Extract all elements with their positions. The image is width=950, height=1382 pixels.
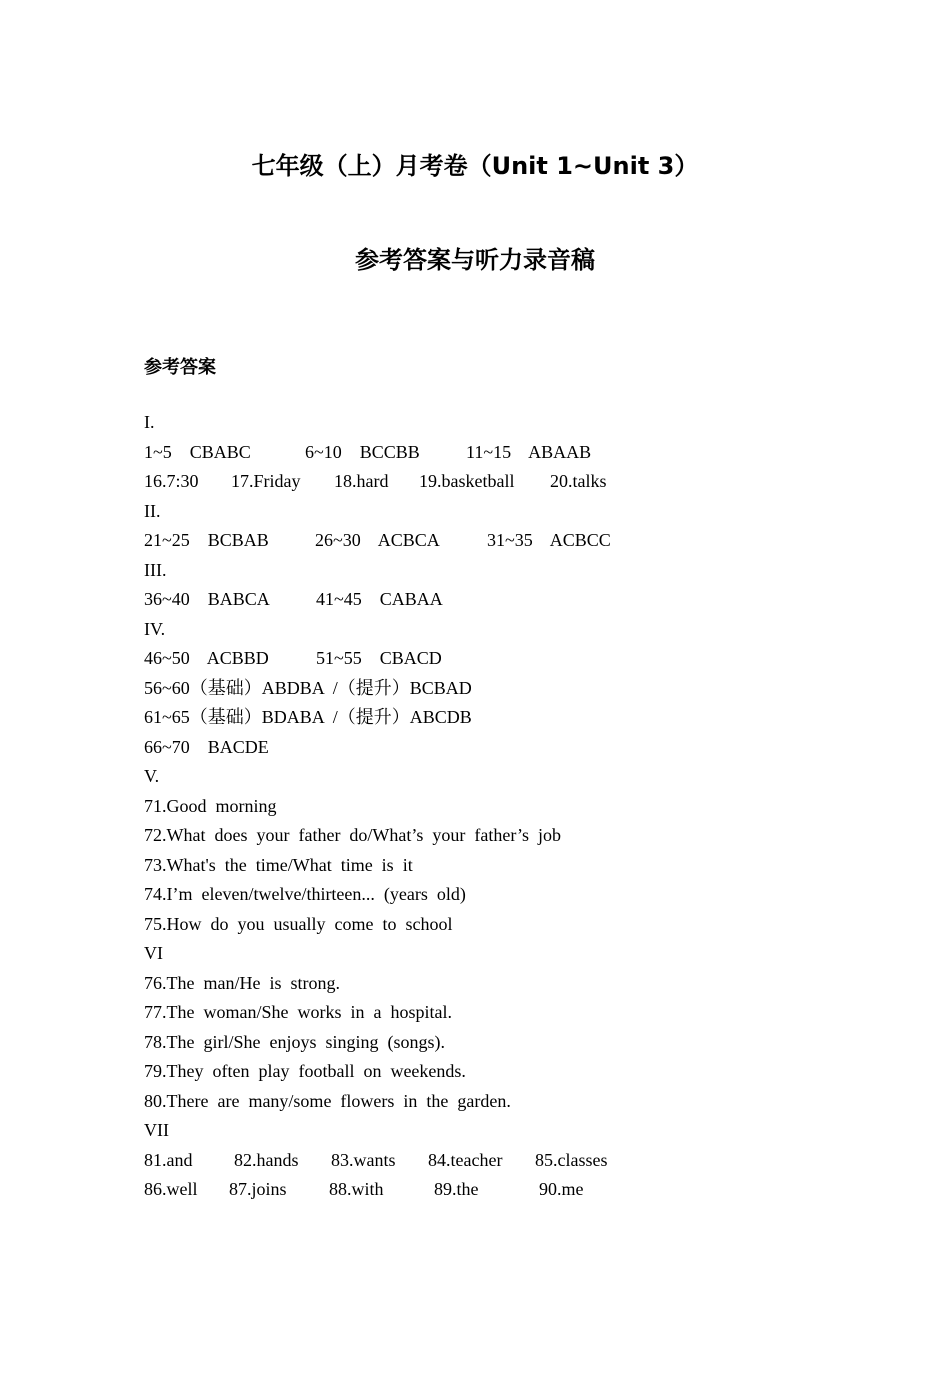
answer-row: [144, 1175, 844, 1205]
answer-item: 17.Friday: [231, 471, 301, 491]
answer-item: 51~55 CBACD: [316, 648, 442, 668]
section-label: I.: [144, 412, 155, 432]
answer-item: 86.well: [144, 1179, 198, 1199]
section-label: V.: [144, 766, 160, 786]
answer-item: 84.teacher: [428, 1149, 503, 1170]
answer-row: 77.The woman/She works in a hospital.: [144, 1002, 452, 1022]
answer-row: [144, 526, 844, 556]
answer-row: [144, 1146, 844, 1176]
answer-item: 81.and: [144, 1149, 193, 1170]
answer-item: 36~40 BABCA: [144, 589, 270, 609]
answer-list: [144, 408, 844, 1205]
answer-item: 19.basketball: [419, 471, 515, 491]
answer-row: 66~70 BACDE: [144, 736, 269, 757]
answer-item: 85.classes: [535, 1149, 608, 1170]
answer-item: 82.hands: [234, 1149, 299, 1170]
answer-row: [144, 644, 844, 674]
answer-item: 83.wants: [331, 1149, 396, 1170]
answer-row: 72.What does your father do/What’s your father’s job: [144, 825, 562, 845]
answer-item: 31~35 ACBCC: [487, 530, 611, 550]
answer-item: 41~45 CABAA: [316, 589, 443, 609]
answer-item: 21~25 BCBAB: [144, 530, 269, 550]
answer-row: 80.There are many/some flowers in the garden.: [144, 1090, 511, 1111]
answer-row: 74.I’m eleven/twelve/thirteen... (years old): [144, 884, 466, 904]
answer-row: 78.The girl/She enjoys singing (songs).: [144, 1031, 445, 1052]
section-label: VI: [144, 943, 163, 963]
answer-item: 88.with: [329, 1179, 384, 1199]
answer-row: 79.They often play football on weekends.: [144, 1061, 466, 1081]
answer-row: 61~65（基础）BDABA /（提升）ABCDB: [144, 707, 472, 727]
answer-item: 6~10 BCCBB: [305, 441, 420, 462]
answer-item: 26~30 ACBCA: [315, 530, 440, 550]
section-label: III.: [144, 559, 167, 580]
answer-item: 89.the: [434, 1179, 479, 1199]
answer-item: 16.7:30: [144, 471, 199, 491]
answer-item: 18.hard: [334, 471, 389, 491]
answer-item: 20.talks: [550, 471, 607, 491]
answer-item: 46~50 ACBBD: [144, 648, 269, 668]
section-label: II.: [144, 500, 161, 521]
answer-item: 87.joins: [229, 1179, 287, 1199]
answer-item: 1~5 CBABC: [144, 441, 251, 462]
answer-row: [144, 467, 844, 497]
section-label: VII: [144, 1120, 169, 1140]
answer-item: 90.me: [539, 1179, 584, 1199]
answer-row: 75.How do you usually come to school: [144, 913, 453, 934]
answer-row: 73.What's the time/What time is it: [144, 854, 413, 875]
section-label: IV.: [144, 618, 166, 639]
document-subtitle: 参考答案与听力录音稿: [355, 246, 595, 274]
answer-item: 11~15 ABAAB: [466, 441, 592, 462]
answer-row: 71.Good morning: [144, 795, 277, 816]
section-heading: 参考答案: [144, 357, 216, 378]
answer-row: 56~60（基础）ABDBA /（提升）BCBAD: [144, 677, 472, 698]
answer-row: [144, 585, 844, 615]
answer-row: [144, 438, 844, 468]
answer-row: 76.The man/He is strong.: [144, 972, 340, 993]
document-title: 七年级（上）月考卷（Unit 1~Unit 3）: [251, 152, 699, 180]
